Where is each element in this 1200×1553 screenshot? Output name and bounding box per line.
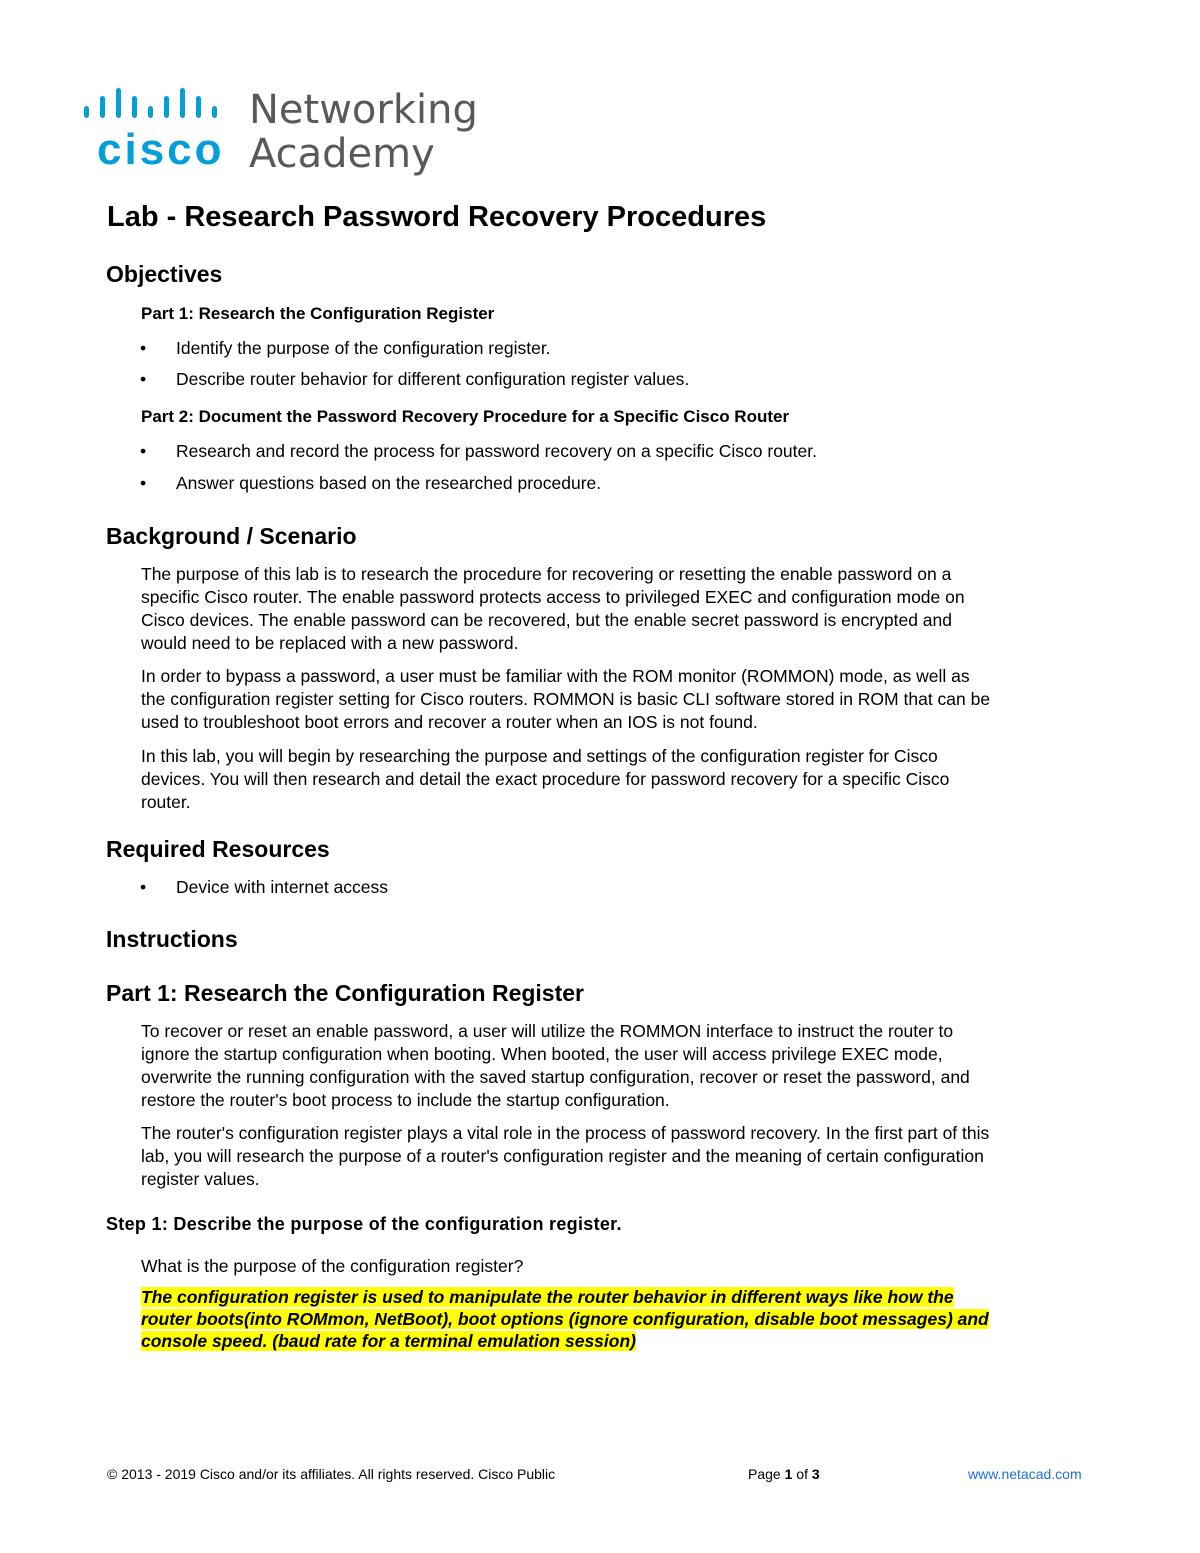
logo-networking-text: Networking [249,87,478,133]
background-heading: Background / Scenario [106,523,357,549]
step1-heading: Step 1: Describe the purpose of the configuration register. [106,1214,622,1234]
resources-heading: Required Resources [106,836,330,862]
part1-paragraph-2: The router's configuration register plays a vital role in the process of password recovery. In the first part of this lab, you will research the purpose of a router's configuration register and the meaning of certain configuration register values. [141,1123,990,1189]
objectives-heading: Objectives [106,261,223,287]
highlighted-answer-line: The configuration register is used to manipulate the router behavior in different ways like how the [141,1287,954,1307]
step1-answer [141,1286,1111,1352]
step1-question: What is the purpose of the configuration register? [141,1256,524,1276]
bullet-icon: • [140,441,147,461]
cisco-wordmark: cisco [97,125,225,174]
bullet-icon: • [140,877,147,897]
bullet-icon: • [140,473,147,493]
instructions-heading: Instructions [106,926,238,952]
background-paragraph-3: In this lab, you will begin by researching the purpose and settings of the configuration register for Cisco devices. You will then research and detail the exact procedure for password recovery for a specific Cisco router. [141,746,950,812]
background-paragraph-2: In order to bypass a password, a user must be familiar with the ROM monitor (ROMMON) mode, as well as the configuration register setting for Cisco routers. ROMMON is basic CLI software stored in ROM that can be used to troubleshoot boot errors and recover a router when an IOS is not found. [141,666,991,732]
part1-heading: Part 1: Research the Configuration Register [106,980,584,1006]
background-paragraph-1: The purpose of this lab is to research the procedure for recovering or resetting the enable password on a specific Cisco router. The enable password protects access to privileged EXEC and configuration mode on Cisco devices. The enable password can be recovered, but the enable secret password is encrypted and would need to be replaced with a new password. [141,564,965,653]
footer-link[interactable]: www.netacad.com [968,1466,1082,1482]
logo-academy-text: Academy [249,131,435,177]
cisco-bars-icon [84,86,234,126]
bullet-icon: • [140,369,147,389]
highlighted-answer-line: console speed. (baud rate for a terminal emulation session) [141,1331,636,1351]
cisco-networking-academy-logo [84,86,484,182]
part1-paragraph-1: To recover or reset an enable password, a user will utilize the ROMMON interface to instruct the router to ignore the startup configuration when booting. When booted, the user will access privilege EXEC mode, overwrite the running configuration with the saved startup configuration, recover or reset the password, and restore the router's boot process to include the startup configuration. [141,1021,970,1110]
bullet-icon: • [140,338,147,358]
page-title: Lab - Research Password Recovery Procedures [107,201,767,233]
footer-page-number: Page 1 of 3 [748,1466,820,1482]
objectives-part1-heading: Part 1: Research the Configuration Register [141,304,495,323]
objectives-part2-heading: Part 2: Document the Password Recovery Procedure for a Specific Cisco Router [141,407,790,426]
highlighted-answer-line: router boots(into ROMmon, NetBoot), boot options (ignore configuration, disable boot messages) and [141,1309,989,1329]
footer-copyright: © 2013 - 2019 Cisco and/or its affiliates. All rights reserved. Cisco Public [107,1466,556,1482]
